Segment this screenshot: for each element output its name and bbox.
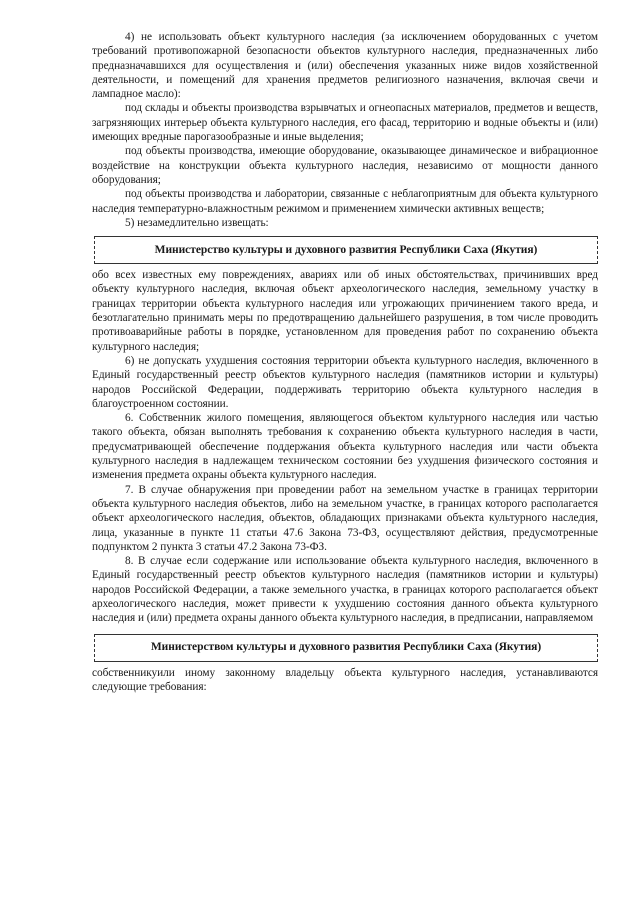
paragraph-item-4: 4) не использовать объект культурного наследия (за исключением оборудованных с учетом требований противопожарной безопасности объектов культурного наследия, предназначенных либо предназначавшихся для осуществления и (или) обеспечения указанных ниже видов хозяйственной деятельности, и помещений для хранения предметов религиозного назначения, включая свечи и лампадное масло): [92, 31, 598, 101]
paragraph-item-5: 5) незамедлительно извещать: [125, 216, 269, 229]
ministry-box-1 [94, 236, 598, 264]
ministry-name-1: Министерство культуры и духовного развития Республики Саха (Якутия) [154, 244, 538, 256]
paragraph-clause-7: 7. В случае обнаружения при проведении работ на земельном участке в границах территории объекта культурного наследия объектов, либо на земельном участке, в границах которого располагается объект археологического наследия, объектов, обладающих признаками объекта культурного наследия, лица, указанные в пункте 11 статьи 47.6 Закона 73-ФЗ, осуществляют действия, предусмотренные подпунктом 2 пункта 3 статьи 47.2 Закона 73-ФЗ. [92, 483, 598, 553]
paragraph-clause-8: 8. В случае если содержание или использование объекта культурного наследия, включенного в Единый государственный реестр объектов культурного наследия (памятников истории и культуры) народов Российской Федерации, а также земельного участка, в границах которого располагается объект археологического наследия, может привести к ухудшению состояния данного объекта культурного наследия и (или) предмета охраны данного объекта культурного наследия, в предписании, направляемом [92, 555, 598, 625]
paragraph-damage-notice: обо всех известных ему повреждениях, авариях или об иных обстоятельствах, причинивших вред объекту культурного наследия, включая объект археологического наследия, земельному участку в границах территории объекта культурного наследия или угрожающих причинением такого вреда, и безотлагательно принимать меры по предотвращению дальнейшего разрушения, в том числе проводить противоаварийные работы в порядке, установленном для проведения работ по сохранению объекта культурного наследия; [92, 269, 598, 353]
ministry-box-2 [94, 634, 598, 662]
paragraph-clause-6: 6. Собственник жилого помещения, являющегося объектом культурного наследия или частью такого объекта, обязан выполнять требования к сохранению объекта культурного наследия в части, предусматривающей обеспечение поддержания объекта культурного наследия или части объекта культурного наследия в надлежащем техническом состоянии без ухудшения физического состояния и изменения предмета охраны объекта культурного наследия. [92, 412, 598, 482]
document-page [92, 30, 598, 694]
paragraph-warehouses: под склады и объекты производства взрывчатых и огнеопасных материалов, предметов и веществ, загрязняющих интерьер объекта культурного наследия, его фасад, территорию и водные объекты и (или) имеющих вредные парогазообразные и иные выделения; [92, 102, 598, 144]
paragraph-vibration: под объекты производства, имеющие оборудование, оказывающее динамическое и вибрационное воздействие на конструкции объекта культурного наследия, независимо от мощности данного оборудования; [92, 145, 598, 186]
ministry-name-2: Министерством культуры и духовного развития Республики Саха (Якутия) [150, 641, 542, 654]
paragraph-laboratories: под объекты производства и лаборатории, связанные с неблагоприятным для объекта культурного наследия температурно-влажностным режимом и применением химически активных веществ; [92, 188, 598, 215]
paragraph-requirements: собственникуили иному законному владельцу объекта культурного наследия, устанавливаются следующие требования: [92, 666, 598, 693]
paragraph-item-6: 6) не допускать ухудшения состояния территории объекта культурного наследия, включенного в Единый государственный реестр объектов культурного наследия (памятников истории и культуры) народов Российской Федерации, поддерживать территорию объекта культурного наследия в благоустроенном состоянии. [92, 354, 598, 410]
